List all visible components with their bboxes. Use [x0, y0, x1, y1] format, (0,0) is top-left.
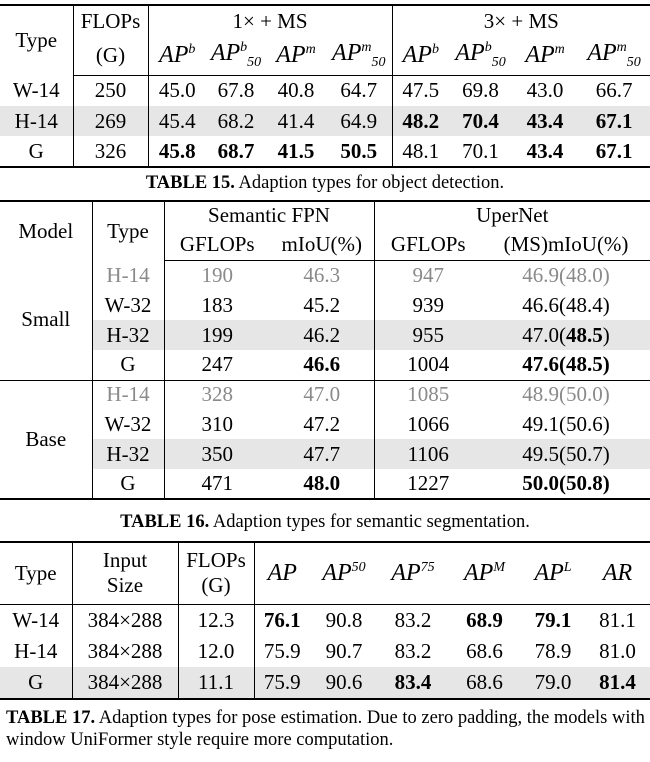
cell: 67.1 — [578, 106, 650, 136]
table-17 — [0, 541, 650, 700]
t17-col-ap: AP — [254, 542, 310, 604]
table-row — [0, 469, 650, 499]
cell: 45.2 — [270, 290, 374, 320]
cell: 47.0 — [270, 380, 374, 409]
cell: 67.8 — [217, 78, 255, 103]
cell: 1004 — [374, 350, 482, 380]
cell: 49.1(50.6) — [522, 411, 610, 436]
cell: 47.5 — [402, 78, 440, 103]
cell: 69.8 — [462, 78, 499, 103]
cell: 81.1 — [599, 607, 636, 632]
cell: 46.3 — [270, 260, 374, 290]
cell: 64.7 — [326, 75, 392, 106]
cell: 68.2 — [206, 106, 266, 136]
table-row — [0, 409, 650, 439]
t15-col-apm-3x: $AP^m$ — [512, 36, 578, 75]
t15-col-apb50-3x: $AP^b_{50}$ — [449, 36, 512, 75]
table-16 — [0, 200, 650, 500]
cell: G — [92, 469, 164, 499]
cell: 45.0 — [158, 78, 196, 103]
cell: 471 — [164, 469, 270, 499]
t16-col-ms-miou: (MS)mIoU(%) — [482, 229, 650, 260]
cell: 12.3 — [178, 604, 254, 636]
cell: 41.4 — [266, 106, 326, 136]
table-row — [0, 260, 650, 290]
t15-header-flops: FLOPs — [73, 5, 148, 36]
cell: 328 — [201, 382, 233, 407]
cell: 76.1 — [263, 607, 301, 632]
table-15-caption: TABLE 15. Adaption types for object detection. — [145, 173, 505, 193]
table-row — [0, 439, 650, 469]
cell: H-14 — [0, 636, 72, 667]
cell: 350 — [164, 439, 270, 469]
cell: G — [92, 350, 164, 380]
cell: 75.9 — [263, 639, 301, 663]
t16-header-upernet: UperNet — [476, 203, 549, 227]
cell: G — [0, 136, 73, 167]
t17-col-apm: $AP^M$ — [448, 542, 521, 604]
cell: 47.2 — [270, 409, 374, 439]
cell: 310 — [201, 411, 233, 436]
table-16-caption: TABLE 16. Adaption types for semantic segmentation. — [120, 512, 530, 532]
cell: 11.1 — [178, 667, 254, 699]
cell: 46.9(48.0) — [522, 262, 610, 287]
cell: 384×288 — [72, 667, 178, 699]
cell: 83.2 — [394, 607, 432, 632]
cell: 43.4 — [512, 106, 578, 136]
cell: H-32 — [92, 439, 164, 469]
t17-col-apl: $AP^L$ — [521, 542, 585, 604]
t16-header-model: Model — [0, 201, 92, 260]
cell: 81.4 — [585, 667, 650, 699]
cell: 183 — [201, 292, 233, 317]
cell: 81.0 — [599, 639, 636, 663]
cell: 83.4 — [378, 667, 448, 699]
cell: 68.6 — [466, 639, 503, 663]
table-row — [0, 350, 650, 380]
t15-col-apm50: $AP^m_{50}$ — [326, 36, 392, 75]
cell: 947 — [412, 262, 445, 287]
cell: 326 — [73, 136, 148, 167]
t15-col-apm50-3x: $AP^m_{50}$ — [578, 36, 650, 75]
cell: 384×288 — [72, 604, 178, 636]
cell: 50.0(50.8) — [482, 469, 650, 499]
t15-col-apb: $AP^b$ — [148, 36, 206, 75]
table-row — [0, 667, 650, 699]
cell: 384×288 — [72, 636, 178, 667]
cell: 48.9(50.0) — [522, 382, 610, 407]
cell: 47.6(48.5) — [482, 350, 650, 380]
t17-header-input-size: Input Size — [72, 542, 178, 604]
cell: 75.9 — [254, 667, 310, 699]
table-row — [0, 136, 650, 167]
cell: W-14 — [0, 75, 73, 106]
cell: 48.1 — [392, 136, 449, 167]
cell: 1227 — [374, 469, 482, 499]
t15-header-type: Type — [0, 5, 73, 75]
cell: 90.7 — [325, 639, 363, 663]
cell: 78.9 — [534, 639, 572, 663]
cell: 1085 — [407, 382, 450, 407]
t16-header-semantic-fpn: Semantic FPN — [164, 201, 374, 229]
cell: H-14 — [92, 260, 164, 290]
cell: 66.7 — [595, 78, 633, 103]
cell: W-32 — [92, 409, 164, 439]
t17-header-type: Type — [0, 542, 72, 604]
cell: 70.4 — [449, 106, 512, 136]
cell: 46.6(48.4) — [522, 292, 610, 317]
cell: 90.8 — [325, 607, 363, 632]
t16-model-small: Small — [0, 260, 92, 380]
cell: 50.5 — [326, 136, 392, 167]
cell: 1066 — [407, 411, 450, 436]
table-row — [0, 380, 650, 409]
cell: 247 — [164, 350, 270, 380]
t16-header-type: Type — [92, 201, 164, 260]
cell: 68.6 — [448, 667, 521, 699]
cell: H-32 — [92, 320, 164, 350]
cell: 43.4 — [512, 136, 578, 167]
t15-header-flops-unit: (G) — [73, 36, 148, 75]
table-row — [0, 106, 650, 136]
t16-col-gflops: GFLOPs — [164, 229, 270, 260]
table-row — [0, 75, 650, 106]
cell: W-14 — [0, 604, 72, 636]
cell: H-14 — [0, 106, 73, 136]
cell: 250 — [73, 75, 148, 106]
cell: 46.2 — [270, 320, 374, 350]
cell: 199 — [164, 320, 270, 350]
cell: G — [0, 667, 72, 699]
table-15 — [0, 4, 650, 168]
cell: W-32 — [92, 290, 164, 320]
cell: 68.7 — [206, 136, 266, 167]
cell: 90.6 — [310, 667, 378, 699]
cell: 64.9 — [326, 106, 392, 136]
t17-col-ap50: AP$^{50}$ — [310, 542, 378, 604]
t17-header-flops: FLOPs (G) — [178, 542, 254, 604]
t16-col-gflops-upernet: GFLOPs — [374, 229, 482, 260]
table-row — [0, 290, 650, 320]
t17-col-ap75: AP$^{75}$ — [378, 542, 448, 604]
cell: 12.0 — [178, 636, 254, 667]
cell: 68.9 — [466, 607, 503, 632]
cell: 269 — [73, 106, 148, 136]
cell: 1106 — [374, 439, 482, 469]
cell: 47.7 — [270, 439, 374, 469]
cell: 70.1 — [449, 136, 512, 167]
cell: 45.4 — [148, 106, 206, 136]
t16-col-miou: mIoU(%) — [270, 229, 374, 260]
cell: 49.5(50.7) — [482, 439, 650, 469]
cell: 79.0 — [521, 667, 585, 699]
cell: H-14 — [92, 380, 164, 409]
cell: 48.0 — [270, 469, 374, 499]
cell: 43.0 — [526, 78, 564, 103]
t15-header-1x-ms: 1× + MS — [148, 5, 392, 36]
cell: 67.1 — [578, 136, 650, 167]
cell: 79.1 — [534, 607, 572, 632]
table-row — [0, 604, 650, 636]
cell: 47.0(48.5) — [482, 320, 650, 350]
cell: 41.5 — [266, 136, 326, 167]
t15-col-apm: $AP^m$ — [266, 36, 326, 75]
t15-col-apb50: $AP^b_{50}$ — [206, 36, 266, 75]
cell: 46.6 — [270, 350, 374, 380]
cell: 955 — [374, 320, 482, 350]
t17-col-ar: AR — [585, 542, 650, 604]
t15-col-apb-3x: $AP^b$ — [392, 36, 449, 75]
t16-model-base: Base — [0, 380, 92, 499]
cell: 40.8 — [277, 78, 315, 103]
cell: 45.8 — [148, 136, 206, 167]
t15-header-3x-ms: 3× + MS — [483, 8, 559, 33]
table-row — [0, 636, 650, 667]
table-17-caption: TABLE 17. Adaption types for pose estimation. Due to zero padding, the models with window UniFormer style require more computation. — [6, 708, 645, 751]
cell: 83.2 — [394, 639, 432, 663]
cell: 939 — [412, 292, 445, 317]
table-row — [0, 320, 650, 350]
cell: 190 — [201, 262, 233, 287]
cell: 48.2 — [392, 106, 449, 136]
